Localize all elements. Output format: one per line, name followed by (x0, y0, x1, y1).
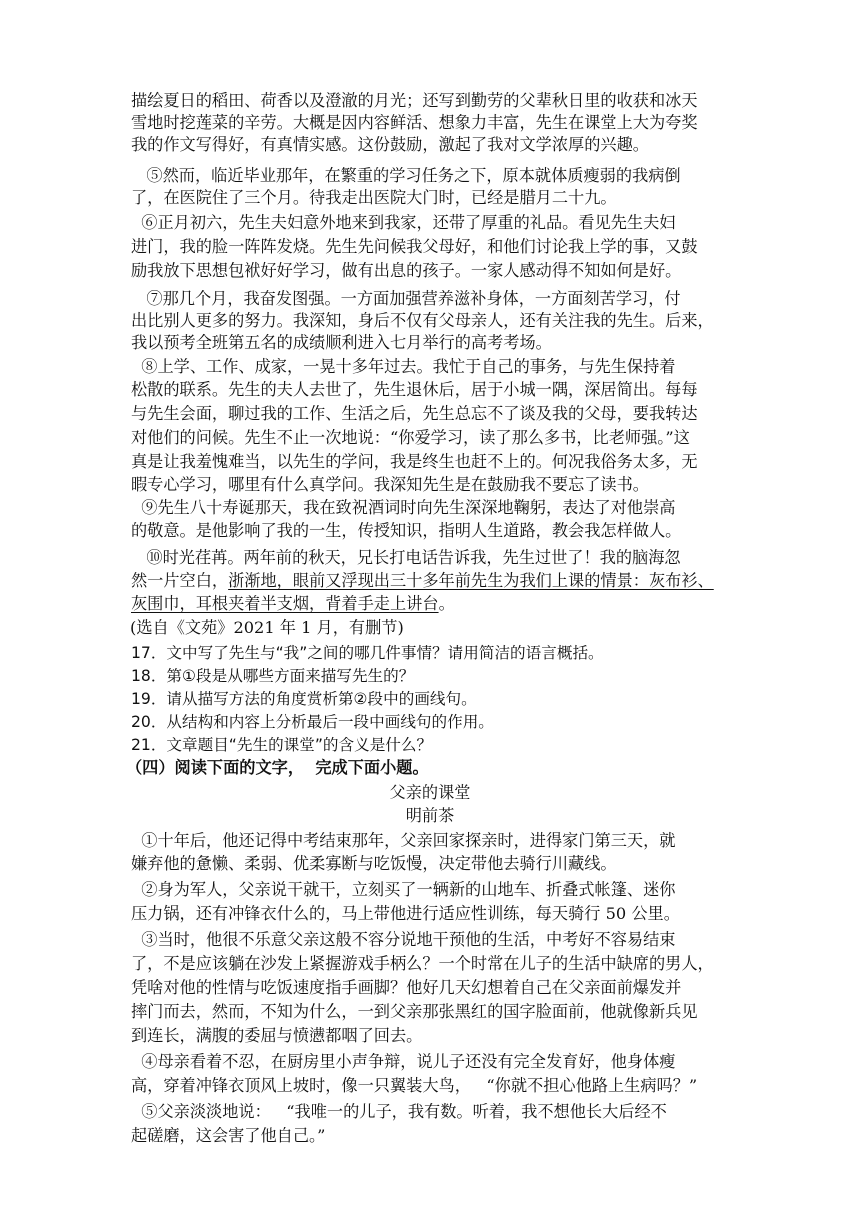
text-line (131, 593, 455, 615)
text-line: 对他们的问候。先生不止一次地说：“你爱学习，读了那么多书，比老师强。”这 (131, 428, 690, 447)
text-line: 进门，我的脸一阵阵发烧。先生先问候我父母好，和他们讨论我上学的事，又鼓 (131, 237, 698, 256)
text-line: 暇专心学习，哪里有什么真学问。我深知先生是在鼓励我不要忘了读书。 (131, 475, 649, 494)
question-17: 17．文中写了先生与“我”之间的哪几件事情？请用简洁的语言概括。 (131, 644, 604, 662)
question-20: 20．从结构和内容上分析最后一段中画线句的作用。 (131, 713, 494, 731)
text-line (131, 570, 714, 592)
underlined-sentence: 灰围巾，耳根夹着半支烟，背着手走上讲台 (131, 594, 439, 613)
text-line: 凭啥对他的性情与吃饭速度指手画脚？他好几天幻想着自己在父亲面前爆发并 (131, 978, 682, 997)
text-line: 描绘夏日的稻田、荷香以及澄澈的月光；还写到勤劳的父辈秋日里的收获和冰天 (131, 91, 698, 110)
text-line: 了，不是应该躺在沙发上紧握游戏手柄么？一个时常在儿子的生活中缺席的男人， (131, 954, 714, 973)
paragraph-6-line: ⑥正月初六，先生夫妇意外地来到我家，还带了厚重的礼品。看见先生夫妇 (131, 213, 676, 232)
paragraph-7-line: ⑦那几个月，我奋发图强。一方面加强营养滋补身体，一方面刻苦学习，付 (131, 289, 681, 308)
paragraph-1-line: ①十年后，他还记得中考结束那年，父亲回家探亲时，进得家门第三天，就 (131, 831, 676, 850)
source-citation: (选自《文苑》2021 年 1 月，有删节) (130, 618, 404, 637)
question-21: 21．文章题目“先生的课堂”的含义是什么？ (131, 736, 433, 754)
text-line: 真是让我羞愧难当，以先生的学问，我是终生也赶不上的。何况我俗务太多，无 (131, 452, 698, 471)
text-line: 我的作文写得好，有真情实感。这份鼓励，激起了我对文学浓厚的兴趣。 (131, 135, 649, 154)
text-line: 摔门而去，然而，不知为什么，一到父亲那张黑红的国字脸面前，他就像新兵见 (131, 1002, 698, 1021)
text-line: 松散的联系。先生的夫人去世了，先生退休后，居于小城一隅，深居简出。每每 (131, 380, 698, 399)
paragraph-8-line: ⑧上学、工作、成家，一晃十多年过去。我忙于自己的事务，与先生保持着 (131, 357, 676, 376)
paragraph-3-line: ③当时，他很不乐意父亲这般不容分说地干预他的生活，中考好不容易结束 (131, 930, 676, 949)
text-line: 与先生会面，聊过我的工作、生活之后，先生总忘不了谈及我的父母，要我转达 (131, 404, 698, 423)
paragraph-9-line: ⑨先生八十寿诞那天，我在致祝酒词时向先生深深地鞠躬，表达了对他崇高 (131, 498, 676, 517)
text-line: 了，在医院住了三个月。待我走出医院大门时，已经是腊月二十九。 (131, 188, 617, 207)
text-line: 高，穿着冲锋衣顶风上坡时，像一只翼装大鸟， “你就不担心他路上生病吗？” (131, 1076, 698, 1095)
question-19: 19．请从描写方法的角度赏析第②段中的画线句。 (131, 690, 477, 708)
text-line: 起磋磨，这会害了他自己。” (131, 1126, 326, 1145)
text-line: 到连长，满腹的委屈与愤懑都咽了回去。 (131, 1026, 423, 1045)
text-line: 雪地时挖莲菜的辛劳。大概是因内容鲜活、想象力丰富，先生在课堂上大为夸奖 (131, 113, 698, 132)
question-18: 18．第①段是从哪些方面来描写先生的？ (131, 667, 415, 685)
article-author: 明前茶 (405, 806, 455, 825)
text-plain: 然一片空白， (131, 571, 229, 590)
paragraph-2-line: ②身为军人，父亲说干就干，立刻买了一辆新的山地车、折叠式帐篷、迷你 (131, 880, 676, 899)
text-line: 出比别人更多的努力。我深知，身后不仅有父母亲人，还有关注我的先生。后来， (131, 311, 714, 330)
text-line: 的敬意。是他影响了我的一生，传授知识，指明人生道路，教会我怎样做人。 (131, 521, 682, 540)
paragraph-4-line: ④母亲看着不忍，在厨房里小声争辩，说儿子还没有完全发育好，他身体瘦 (131, 1052, 676, 1071)
text-line: 我以预考全班第五名的成绩顺利进入七月举行的高考考场。 (131, 333, 552, 352)
paragraph-5-line: ⑤然而，临近毕业那年，在繁重的学习任务之下，原本就体质瘦弱的我病倒 (131, 166, 681, 185)
text-plain: 。 (438, 594, 455, 613)
text-line: 励我放下思想包袱好好学习，做有出息的孩子。一家人感动得不知如何是好。 (131, 261, 682, 280)
article-title: 父亲的课堂 (389, 783, 471, 802)
section-heading: （四）阅读下面的文字， 完成下面小题。 (126, 758, 429, 777)
text-line: 嫌弃他的惫懒、柔弱、优柔寡断与吃饭慢，决定带他去骑行川藏线。 (131, 854, 617, 873)
paragraph-5-line: ⑤父亲淡淡地说： “我唯一的儿子，我有数。听着，我不想他长大后经不 (131, 1102, 667, 1121)
paragraph-10-line: ⑩时光荏苒。两年前的秋天，兄长打电话告诉我，先生过世了！我的脑海忽 (131, 548, 681, 567)
underlined-sentence: 浙渐地，眼前又浮现出三十多年前先生为我们上课的情景：灰布衫、 (228, 571, 714, 590)
text-line: 压力锅，还有冲锋衣什么的，马上带他进行适应性训练，每天骑行 50 公里。 (131, 904, 680, 923)
